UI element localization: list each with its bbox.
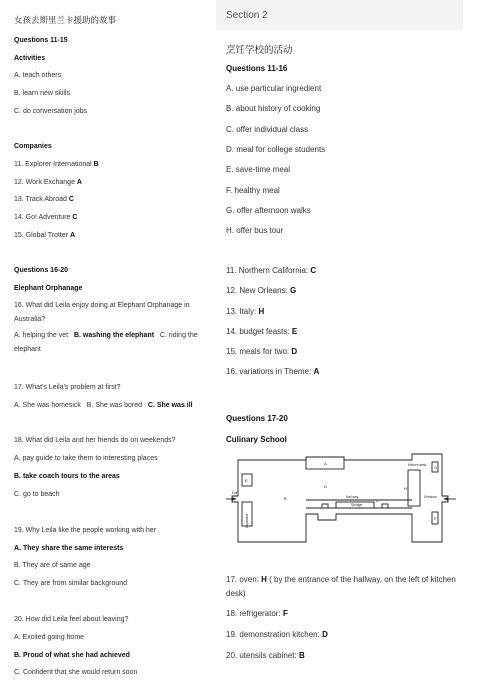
map-letter: H	[404, 486, 407, 491]
option-item: E. save-time meal	[226, 165, 291, 174]
activity-item: B. learn new skills	[14, 90, 71, 97]
q16-options: A. helping the vet B. washing the elephant C. riding the elephant	[14, 332, 198, 353]
option-item: F. healthy meal	[226, 186, 280, 195]
right-column	[216, 0, 495, 683]
entrance-label: Entrance	[424, 495, 437, 499]
q19-option: A. They share the same interests	[14, 545, 124, 552]
map-letter: D	[324, 484, 327, 489]
q11-15-heading: Questions 11-15	[14, 37, 68, 44]
activities-heading: Activities	[14, 55, 46, 62]
company-item: 12. Work Exchange A	[14, 179, 82, 186]
option-item: H. offer bus tour	[226, 226, 284, 235]
q18-option: B. take coach tours to the areas	[14, 473, 120, 480]
kitchen-desk-label: Kitchen desk	[408, 463, 427, 467]
q17-20-heading: Questions 17-20	[226, 414, 288, 423]
map-letter: A	[324, 461, 327, 466]
q11-16-heading: Questions 11-16	[226, 64, 288, 73]
q17-options: A. She was homesick B. She was bored C. She was ill	[14, 402, 193, 409]
question-17: 17. What's Leila's problem at first?	[14, 384, 121, 391]
option-item: G. offer afternoon walks	[226, 206, 311, 215]
answer-item: 11. Northern California: C	[226, 266, 317, 275]
map-letter: G	[434, 465, 438, 470]
section-label: Section 2	[226, 10, 268, 21]
culinary-heading: Culinary School	[226, 435, 287, 444]
q20-option: A. Excited going home	[14, 634, 85, 641]
q16-20-heading: Questions 16-20	[14, 267, 69, 274]
map-letter: E	[245, 478, 248, 483]
answer-item: 12. New Orleans: G	[226, 286, 297, 295]
storage-label: Storage	[351, 503, 363, 507]
left-title: 女孩去斯里兰卡援助的故事	[14, 15, 117, 25]
company-item: 13. Track Abroad C	[14, 196, 74, 203]
question-20: 20. How did Leila feel about leaving?	[14, 616, 129, 623]
company-item: 15. Global Trotter A	[14, 232, 76, 239]
cupboard-label: Cupboard	[245, 514, 249, 528]
q20-option: B. Proud of what she had achieved	[14, 652, 130, 659]
activity-item: C. do conversation jobs	[14, 108, 88, 115]
option-item: B. about history of cooking	[226, 104, 321, 113]
q19-option: B. They are of same age	[14, 562, 91, 569]
map-letter: F	[434, 516, 437, 521]
option-item: D. meal for college students	[226, 145, 326, 154]
answer-item: 16. variations in Theme: A	[226, 367, 320, 376]
companies-heading: Companies	[14, 143, 52, 150]
activity-item: A. teach others	[14, 72, 62, 79]
exit-label: Exit	[232, 491, 238, 495]
answer-item: 14. budget feasts: E	[226, 327, 298, 336]
map-letter: B	[284, 496, 287, 501]
option-item: C. offer individual class	[226, 125, 309, 134]
question-16: 16. What did Leila enjoy doing at Elephant Orphanage in Australia?	[14, 302, 190, 323]
question-19: 19. Why Leila like the people working with her	[14, 527, 157, 534]
answer-18: 18. refrigerator: F	[226, 609, 288, 618]
hallway-label: Hall way	[346, 495, 359, 499]
answer-17: 17. oven: H ( by the entrance of the hallway, on the left of kitchen desk)	[226, 575, 456, 598]
answer-19: 19. demonstration kitchen: D	[226, 630, 328, 639]
company-item: 14. Go! Adventure C	[14, 214, 78, 221]
q19-option: C. They are from similar background	[14, 580, 128, 587]
answer-item: 15. meals for two: D	[226, 347, 298, 356]
q18-option: C. go to beach	[14, 491, 60, 498]
answer-item: 13. Italy: H	[226, 307, 265, 316]
floor-plan	[226, 452, 456, 546]
orphanage-heading: Elephant Orphanage	[14, 285, 83, 292]
option-item: A. use particular ingredient	[226, 84, 322, 93]
company-item: 11. Explorer International B	[14, 161, 99, 168]
left-column	[0, 0, 216, 683]
kitchen-desk-box	[408, 470, 420, 506]
answer-20: 20. utensils cabinet: B	[226, 651, 305, 660]
map-letter: C	[376, 498, 379, 503]
q18-option: A. pay guide to take them to interesting places	[14, 455, 158, 462]
right-title: 烹饪学校的活动	[226, 45, 293, 56]
q20-option: C. Confident that she would return soon	[14, 669, 138, 676]
question-18: 18. What did Leila and her friends do on weekends?	[14, 437, 176, 444]
